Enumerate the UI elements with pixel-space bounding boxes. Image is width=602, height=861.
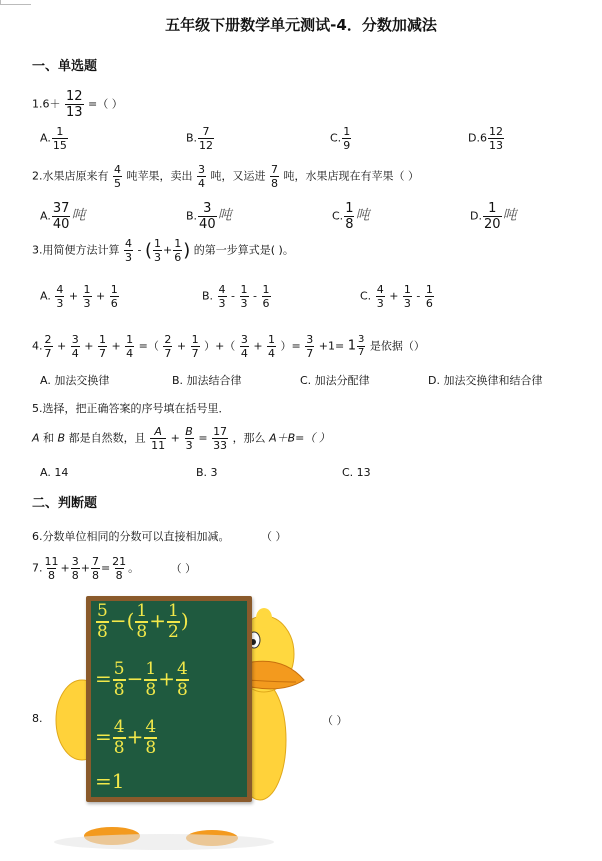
q1-suffix: =（ ）	[88, 97, 123, 111]
board-line-2: = $\frac{5}{8}$ − $\frac{1}{8}$ + $\frac{4}{8}$	[95, 659, 188, 700]
q3-option-b[interactable]: B. $\frac{4}{3}$ - $\frac{1}{3}$ - $\frac{1}{6}$	[202, 283, 270, 310]
chalkboard	[86, 596, 252, 802]
question-5: 5.选择，把正确答案的序号填在括号里．	[32, 402, 230, 415]
q6-answer-paren[interactable]: （ ）	[261, 530, 287, 543]
q7-answer-paren[interactable]: （ ）	[170, 561, 197, 575]
q5-option-c[interactable]: C. 13	[342, 466, 371, 479]
q2-option-a[interactable]: A. $\frac{37}{40}$ 吨	[40, 201, 86, 232]
page-corner-mark	[0, 0, 31, 5]
question-7: 7. $\frac{11}{8}$ + $\frac{3}{8}$ + $\frac{7}{8}$ = $\frac{21}{8}$ 。 （ ）	[32, 555, 197, 582]
question-2: 2.水果店原来有 $\frac{4}{5}$ 吨苹果，卖出 $\frac{3}{4}$ 吨，又运进 $\frac{7}{8}$ 吨，水果店现在有苹果（ ）	[32, 163, 419, 190]
q4-option-c[interactable]: C. 加法分配律	[300, 374, 370, 387]
q3-option-a[interactable]: A. $\frac{4}{3}$ + $\frac{1}{3}$ + $\frac{1}{6}$	[40, 283, 118, 310]
q4-option-a[interactable]: A. 加法交换律	[40, 374, 110, 387]
q8-answer-paren[interactable]: （ ）	[322, 714, 348, 727]
q2-option-d[interactable]: D. $\frac{1}{20}$ 吨	[470, 201, 517, 232]
question-1	[32, 90, 123, 119]
q2-option-c[interactable]: C. $\frac{1}{8}$ 吨	[332, 201, 370, 232]
q4-option-b[interactable]: B. 加法结合律	[172, 374, 242, 387]
board-line-1: $\frac{5}{8}$ −( $\frac{1}{8}$ + $\frac{1}{2}$ )	[97, 601, 189, 642]
question-4: 4. $\frac{2}{7}$ + $\frac{3}{4}$ + $\frac{1}{7}$ + $\frac{1}{4}$ =（ $\frac{2}{7}$ + $\frac{1}{7}$ ）+（ $\frac{3}{4}$ + $\frac{1}{4}$ ）= $\frac{3}{7}$ +1= 1 $\frac{3}{7}$ 是依据（）	[32, 333, 425, 360]
question-5-condition: A 和 B 都是自然数，且 $\frac{A}{11}$ + $\frac{B}{3}$ = $\frac{17}{33}$ ，那么 A＋B=（ ）	[32, 425, 330, 452]
option-fraction: $\frac{1}{9}$	[343, 125, 351, 152]
option-fraction: $\frac{7}{12}$	[199, 125, 214, 152]
board-line-3: = $\frac{4}{8}$ + $\frac{4}{8}$	[95, 717, 157, 758]
q1-option-c[interactable]: C. $\frac{1}{9}$	[330, 125, 351, 152]
option-fraction: $\frac{1}{15}$	[52, 125, 67, 152]
question-8-label: 8.	[32, 712, 43, 725]
page-title: 五年级下册数学单元测试-4．分数加减法	[165, 16, 437, 34]
q2-fraction-3: $\frac{7}{8}$	[271, 163, 278, 190]
q3-fraction-1: $\frac{4}{3}$	[125, 237, 132, 264]
q1-option-a[interactable]: A. $\frac{1}{15}$	[40, 125, 67, 152]
q5-option-a[interactable]: A. 14	[40, 466, 69, 479]
q4-option-d[interactable]: D. 加法交换律和结合律	[428, 374, 543, 387]
section-heading-single-choice: 一、单选题	[32, 59, 98, 74]
question-6: 6.分数单位相同的分数可以直接相加减。 （ ）	[32, 530, 287, 543]
q5-option-b[interactable]: B. 3	[196, 466, 218, 479]
q1-prefix: 1.6＋	[32, 97, 61, 111]
q2-fraction-2: $\frac{3}{4}$	[198, 163, 205, 190]
board-line-4: =1	[95, 769, 125, 793]
section-heading-true-false: 二、判断题	[32, 496, 98, 511]
q2-fraction-1: $\frac{4}{5}$	[114, 163, 121, 190]
q1-option-b[interactable]: B. $\frac{7}{12}$	[186, 125, 214, 152]
question-3: 3.用简便方法计算 $\frac{4}{3}$ - ( $\frac{1}{3}$ + $\frac{1}{6}$ ) 的第一步算式是( )。	[32, 237, 294, 264]
q2-option-b[interactable]: B. $\frac{3}{40}$ 吨	[186, 201, 232, 232]
duck-chalkboard-illustration	[42, 590, 310, 852]
q3-option-c[interactable]: C. $\frac{4}{3}$ + $\frac{1}{3}$ - $\frac{1}{6}$	[360, 283, 433, 310]
q1-option-d[interactable]: D.6 $\frac{12}{13}$	[468, 125, 503, 152]
option-fraction: $\frac{12}{13}$	[488, 125, 503, 152]
q1-fraction: $\frac{12}{13}$	[66, 89, 83, 120]
